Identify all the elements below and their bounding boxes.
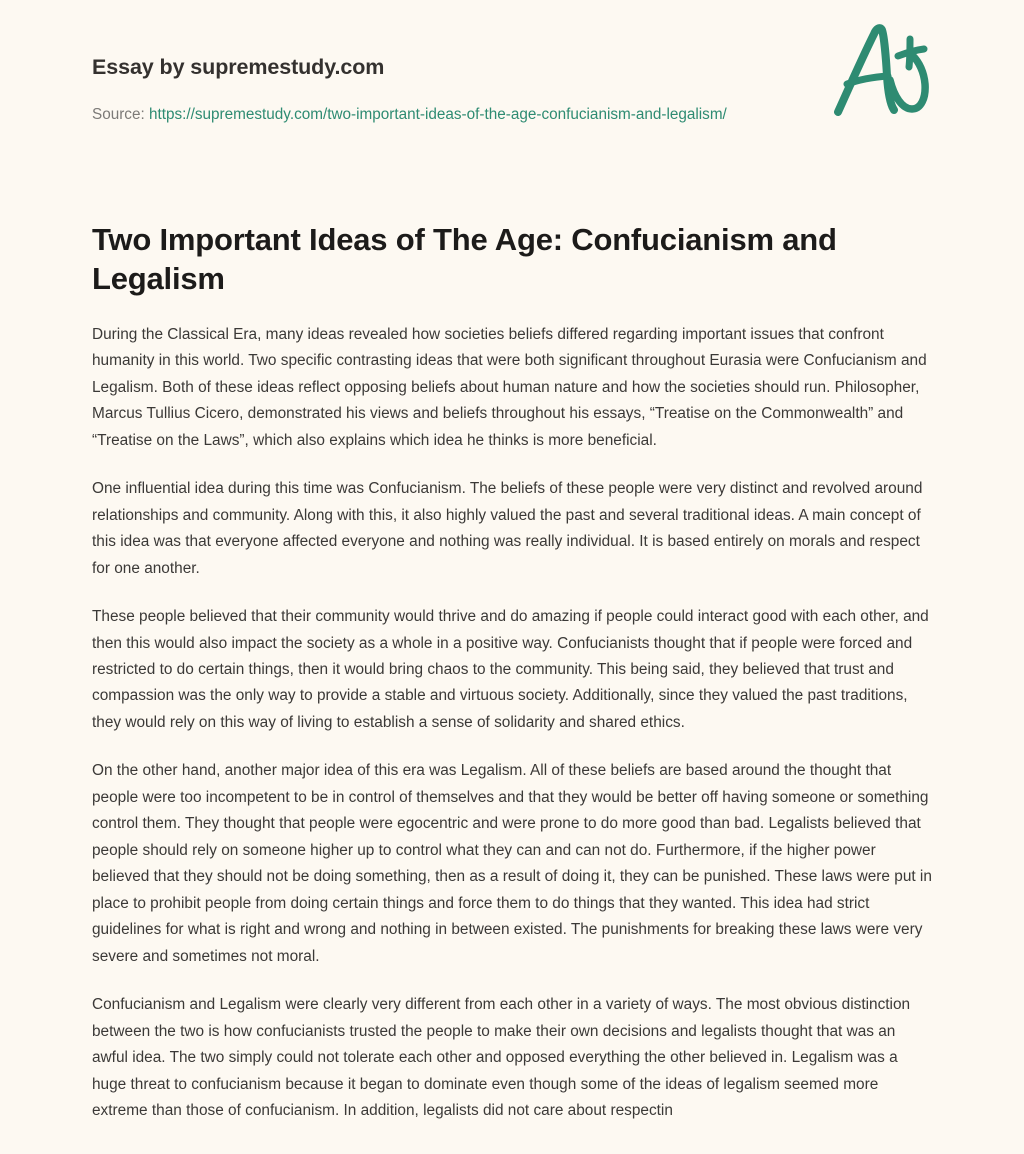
source-line [92,103,752,128]
article-body [92,298,932,1125]
a-plus-logo-icon [820,12,940,124]
source-url-link[interactable]: https://supremestudy.com/two-important-ideas-of-the-age-confucianism-and-legalism/ [148,105,727,123]
essay-attribution: Essay by supremestudy.com [92,55,385,79]
paragraph: On the other hand, another major idea of this era was Legalism. All of these beliefs are based around the thought that people were too incompetent to be in control of themselves and that they would be better off having someone or something control them. They thought that people were egocentric and were prone to do more good than bad. Legalists believed that people should rely on someone higher up to control what they can and can not do. Furthermore, if the higher power believed that they should not be doing something, then as a result of doing it, they can be punished. These laws were put in place to prohibit people from doing certain things and force them to do things that they wanted. This idea had strict guidelines for what is right and wrong and nothing in between existed. The punishments for breaking these laws were very severe and sometimes not moral. [92,762,932,965]
page-title: Two Important Ideas of The Age: Confucianism and Legalism [92,221,837,296]
paragraph: One influential idea during this time was Confucianism. The beliefs of these people were very distinct and revolved around relationships and community. Along with this, it also highly valued the past and several traditional ideas. A main concept of this idea was that everyone affected everyone and nothing was really individual. It is based entirely on morals and respect for one another. [92,480,923,577]
source-label: Source: [92,105,145,123]
paragraph: These people believed that their community would thrive and do amazing if people could interact good with each other, and then this would also impact the society as a whole in a positive way. Confucianists thought that if people were forced and restricted to do certain things, then it would bring chaos to the community. This being said, they believed that trust and compassion was the only way to provide a stable and virtuous society. Additionally, since they valued the past traditions, they would rely on this way of living to establish a sense of solidarity and shared ethics. [92,608,929,731]
document-header [92,0,932,128]
paragraph: During the Classical Era, many ideas revealed how societies beliefs differed regarding important issues that confront humanity in this world. Two specific contrasting ideas that were both significant throughout Eurasia were Confucianism and Legalism. Both of these ideas reflect opposing beliefs about human nature and how the societies should run. Philosopher, Marcus Tullius Cicero, demonstrated his views and beliefs throughout his essays, “Treatise on the Commonwealth” and “Treatise on the Laws”, which also explains which idea he thinks is more beneficial. [92,325,927,449]
paragraph: Confucianism and Legalism were clearly very different from each other in a variety of ways. The most obvious distinction between the two is how confucianists trusted the people to make their own decisions and legalists thought that was an awful idea. The two simply could not tolerate each other and opposed everything the other believed in. Legalism was a huge threat to confucianism because it began to dominate even though some of the ideas of legalism seemed more extreme than those of confucianism. In addition, legalists did not care about respectin [92,996,911,1120]
